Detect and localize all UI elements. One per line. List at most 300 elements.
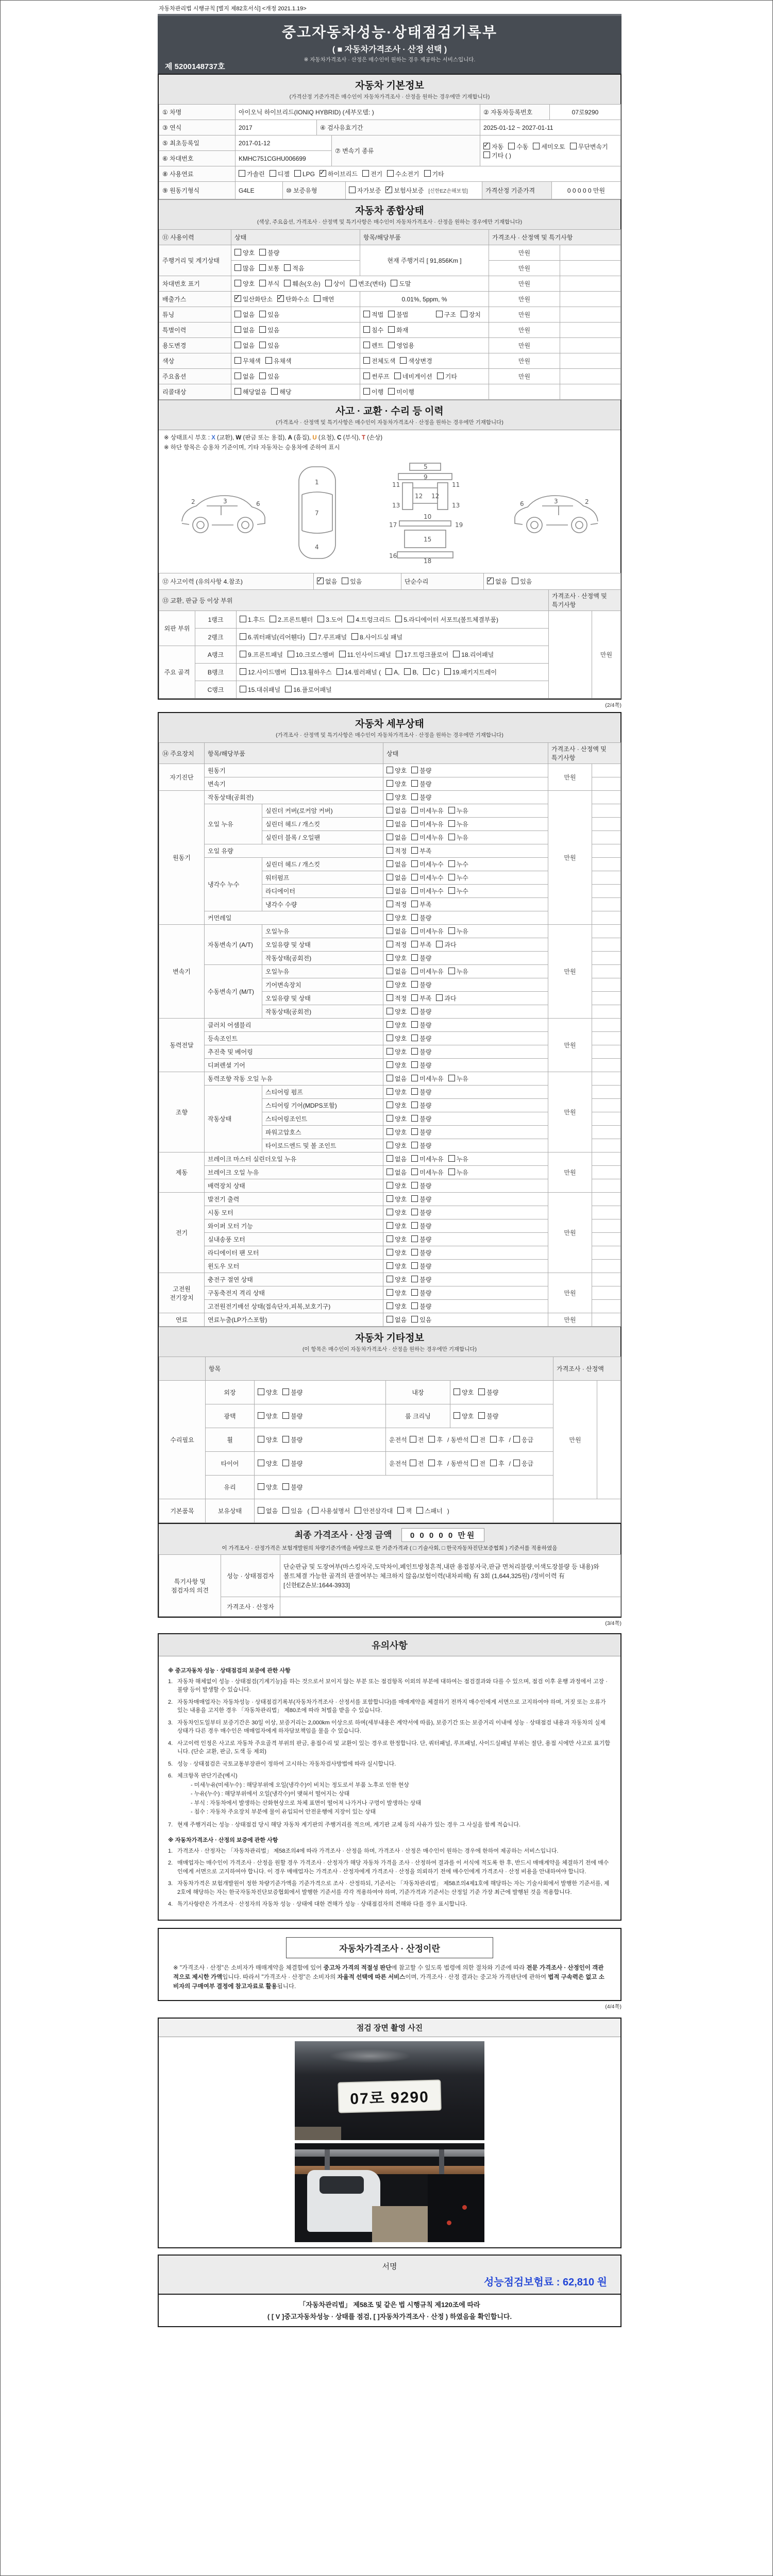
checkbox[interactable] [411, 1302, 418, 1309]
checkbox[interactable] [234, 357, 241, 364]
checkbox[interactable] [388, 326, 395, 333]
checkbox-label: 없음 [395, 928, 407, 935]
checkbox[interactable] [471, 1460, 478, 1466]
form-cell [383, 938, 548, 952]
checkbox-label: 디젤 [277, 171, 290, 178]
checkbox[interactable] [386, 1142, 393, 1148]
svg-text:12: 12 [431, 492, 439, 500]
checkbox[interactable] [234, 372, 241, 379]
checkbox[interactable] [448, 927, 455, 934]
checkbox[interactable] [423, 668, 430, 675]
text-cell: 고전원전기배선 상태(접속단자,피복,보호기구) [205, 1300, 383, 1313]
checkbox-label: B, [412, 669, 418, 676]
checkbox[interactable] [411, 1008, 418, 1014]
checkbox[interactable] [411, 927, 418, 934]
checkbox[interactable] [386, 1249, 393, 1256]
checkbox[interactable] [453, 651, 460, 657]
text-cell: 만원 [489, 307, 560, 323]
checkbox[interactable] [436, 941, 443, 947]
checkbox[interactable] [282, 1412, 289, 1419]
checkbox[interactable] [386, 847, 393, 854]
form-cell [383, 831, 548, 844]
text-cell: 오일유량 및 상태 [262, 938, 383, 952]
checkbox[interactable] [240, 633, 246, 640]
checkbox[interactable] [363, 342, 370, 348]
section-comprehensive-title [159, 199, 620, 230]
checkbox[interactable] [411, 1061, 418, 1068]
checkbox[interactable] [483, 151, 490, 158]
checkbox[interactable] [490, 1460, 497, 1466]
text-cell: 연료 [159, 1313, 205, 1327]
checkbox[interactable] [386, 874, 393, 880]
checkbox-label: 2.프론트휀더 [278, 616, 313, 623]
checkbox-label: 수소전기 [395, 171, 419, 178]
checkbox[interactable] [386, 820, 393, 827]
checkbox[interactable] [385, 668, 392, 675]
checkbox[interactable] [411, 1075, 418, 1081]
form-reference: 자동차관리법 시행규칙 [별지 제82호서식] <개정 2021.1.19> [159, 6, 307, 12]
checkbox[interactable] [234, 280, 241, 286]
checkbox-label: 있음 [350, 578, 362, 585]
checkbox[interactable] [386, 1316, 393, 1323]
checkbox[interactable] [388, 342, 395, 348]
checkbox[interactable] [265, 357, 272, 364]
checkbox[interactable] [483, 143, 490, 149]
checkbox[interactable] [411, 954, 418, 961]
checkbox[interactable] [291, 668, 298, 675]
checkbox[interactable] [448, 834, 455, 840]
checkbox[interactable] [386, 1115, 393, 1122]
checkbox[interactable] [386, 927, 393, 934]
checkbox[interactable] [411, 767, 418, 773]
insurance-fee: 성능점검보험료 : 62,810 원 [483, 2276, 607, 2288]
checkbox[interactable] [448, 1168, 455, 1175]
svg-text:9: 9 [423, 473, 428, 481]
checkbox[interactable] [448, 1155, 455, 1162]
checkbox[interactable] [411, 1088, 418, 1095]
notice-item: 1. 자동차 해체없이 성능 · 상태점검(기계기능)을 하는 것으로서 보이지 않는 부분 또는 점검항목 이외의 부분에 대하여는 점검결과와 다를 수 있으며, 점검 이후 운행 과정에서 고장 · 불량 등이 발생할 수 있습니다. [168, 1678, 608, 1693]
checkbox-label: 있음 [520, 578, 532, 585]
checkbox[interactable] [284, 264, 291, 271]
checkbox-label: 없음 [325, 578, 338, 585]
checkbox[interactable] [386, 981, 393, 988]
checkbox[interactable] [240, 616, 246, 622]
checkbox[interactable] [411, 1262, 418, 1269]
checkbox[interactable] [259, 311, 266, 317]
text-cell [560, 245, 621, 261]
checkbox[interactable] [411, 1128, 418, 1135]
checkbox[interactable] [310, 633, 316, 640]
checkbox[interactable] [259, 280, 266, 286]
checkbox[interactable] [411, 1316, 418, 1323]
checkbox[interactable] [258, 1483, 264, 1490]
text-cell: ⑪ 사용이력 [159, 230, 231, 245]
text-cell [592, 1166, 621, 1179]
checkbox[interactable] [411, 860, 418, 867]
checkbox[interactable] [411, 1048, 418, 1055]
checkbox[interactable] [386, 767, 393, 773]
checkbox[interactable] [411, 914, 418, 921]
checkbox-label: 13.휠하우스 [299, 669, 332, 676]
checkbox[interactable] [386, 887, 393, 894]
checkbox[interactable] [461, 311, 467, 317]
checkbox[interactable] [386, 1088, 393, 1095]
checkbox[interactable] [411, 874, 418, 880]
checkbox-label: 불량 [419, 1035, 432, 1042]
checkbox[interactable] [411, 780, 418, 787]
checkbox[interactable] [386, 968, 393, 974]
checkbox[interactable] [396, 651, 402, 657]
checkbox[interactable] [394, 372, 401, 379]
comprehensive-table [159, 229, 620, 400]
text-cell: 만원 [548, 1153, 592, 1193]
checkbox[interactable] [258, 1507, 264, 1514]
text-cell: 전기 [159, 1193, 205, 1273]
checkbox[interactable] [411, 1276, 418, 1282]
checkbox-label: 누유 [456, 1156, 468, 1163]
checkbox[interactable] [533, 143, 540, 149]
checkbox-label: 유채색 [273, 358, 292, 365]
checkbox[interactable] [411, 1249, 418, 1256]
checkbox[interactable] [416, 1507, 423, 1514]
checkbox[interactable] [386, 1128, 393, 1135]
checkbox-label: 없음 [395, 1316, 407, 1324]
checkbox[interactable] [386, 1302, 393, 1309]
checkbox[interactable] [444, 668, 451, 675]
checkbox[interactable] [259, 264, 266, 271]
checkbox[interactable] [411, 1222, 418, 1229]
form-cell [383, 1072, 548, 1086]
checkbox[interactable] [411, 1289, 418, 1296]
checkbox[interactable] [448, 887, 455, 894]
checkbox[interactable] [411, 847, 418, 854]
checkbox[interactable] [411, 968, 418, 974]
checkbox[interactable] [320, 170, 326, 177]
checkbox[interactable] [400, 357, 407, 364]
checkbox[interactable] [453, 1412, 460, 1419]
checkbox[interactable] [350, 280, 357, 286]
checkbox[interactable] [386, 807, 393, 814]
checkbox[interactable] [411, 807, 418, 814]
checkbox[interactable] [386, 793, 393, 800]
checkbox[interactable] [317, 616, 324, 622]
section-detail-and-others [158, 712, 621, 1618]
checkbox[interactable] [282, 1388, 289, 1395]
checkbox[interactable] [411, 981, 418, 988]
checkbox[interactable] [386, 834, 393, 840]
checkbox[interactable] [386, 1276, 393, 1282]
checkbox[interactable] [508, 143, 515, 149]
checkbox[interactable] [317, 578, 324, 584]
checkbox[interactable] [411, 901, 418, 907]
text-cell: 타이어 [206, 1452, 255, 1476]
checkbox[interactable] [411, 994, 418, 1001]
text-cell [592, 1286, 621, 1300]
checkbox[interactable] [387, 170, 394, 177]
checkbox[interactable] [285, 686, 292, 692]
checkbox[interactable] [240, 686, 246, 692]
car-frame-diagram [363, 460, 487, 566]
checkbox[interactable] [240, 651, 246, 657]
text-cell [560, 292, 621, 307]
checkbox[interactable] [411, 1235, 418, 1242]
text-cell [560, 384, 621, 400]
checkbox-label: 영업용 [396, 342, 414, 349]
checkbox[interactable] [258, 1436, 264, 1443]
checkbox[interactable] [428, 1436, 435, 1443]
checkbox[interactable] [395, 616, 402, 622]
text-cell: 클러치 어셈블리 [205, 1019, 383, 1032]
checkbox[interactable] [386, 780, 393, 787]
checkbox-label: 불량 [419, 1276, 432, 1283]
text-cell: 오일유량 및 상태 [262, 992, 383, 1005]
text-cell: 실린더 블록 / 오일팬 [262, 831, 383, 844]
checkbox[interactable] [513, 1460, 520, 1466]
checkbox-label: 무채색 [243, 358, 261, 365]
checkbox[interactable] [448, 860, 455, 867]
checkbox[interactable] [410, 1436, 416, 1443]
text-cell [592, 1032, 621, 1045]
checkbox[interactable] [478, 1412, 485, 1419]
checkbox[interactable] [487, 578, 494, 584]
final-price-value: 0 0 0 0 0 만원 [401, 1528, 485, 1542]
checkbox[interactable] [288, 651, 294, 657]
checkbox[interactable] [325, 280, 332, 286]
text-cell [592, 1059, 621, 1072]
checkbox[interactable] [234, 388, 241, 395]
checkbox[interactable] [386, 1182, 393, 1189]
checkbox-label: 누수 [456, 888, 468, 895]
checkbox-label: 보통 [267, 265, 280, 272]
text-cell: 자동변속기 (A/T) [205, 925, 262, 965]
checkbox[interactable] [424, 170, 431, 177]
detail-state-table [159, 742, 620, 1327]
form-cell [450, 1381, 553, 1404]
checkbox[interactable] [362, 170, 369, 177]
text-cell: 스티어링 펌프 [262, 1086, 383, 1099]
checkbox[interactable] [391, 280, 397, 286]
checkbox[interactable] [386, 1209, 393, 1215]
checkbox[interactable] [363, 311, 370, 317]
checkbox[interactable] [386, 860, 393, 867]
checkbox[interactable] [411, 1168, 418, 1175]
checkbox[interactable] [411, 1195, 418, 1202]
section-others-title [159, 1327, 620, 1357]
checkbox[interactable] [386, 954, 393, 961]
checkbox[interactable] [349, 187, 356, 193]
checkbox[interactable] [282, 1483, 289, 1490]
checkbox[interactable] [410, 1460, 416, 1466]
checkbox[interactable] [428, 1460, 435, 1466]
checkbox[interactable] [436, 994, 443, 1001]
checkbox[interactable] [386, 1155, 393, 1162]
checkbox[interactable] [347, 616, 354, 622]
checkbox[interactable] [258, 1412, 264, 1419]
checkbox[interactable] [258, 1460, 264, 1466]
section-basic-and-condition [158, 74, 621, 700]
checkbox[interactable] [512, 578, 518, 584]
checkbox[interactable] [234, 264, 241, 271]
checkbox[interactable] [282, 1507, 289, 1514]
form-cell [231, 261, 360, 276]
checkbox[interactable] [436, 311, 443, 317]
checkbox[interactable] [386, 1061, 393, 1068]
svg-text:7: 7 [314, 509, 319, 517]
checkbox[interactable] [282, 1460, 289, 1466]
checkbox[interactable] [234, 311, 241, 317]
checkbox[interactable] [411, 1021, 418, 1028]
text-cell: 실린더 헤드 / 개스킷 [262, 818, 383, 831]
checkbox-label: 누유 [456, 1075, 468, 1082]
svg-text:3: 3 [553, 498, 558, 505]
svg-text:3: 3 [223, 498, 227, 505]
checkbox[interactable] [363, 357, 370, 364]
checkbox[interactable] [312, 1507, 318, 1514]
checkbox[interactable] [471, 1436, 478, 1443]
checkbox[interactable] [270, 616, 276, 622]
checkbox[interactable] [282, 1436, 289, 1443]
checkbox[interactable] [342, 578, 348, 584]
form-cell [383, 1193, 548, 1206]
checkbox[interactable] [411, 941, 418, 947]
checkbox[interactable] [271, 388, 278, 395]
checkbox[interactable] [363, 372, 370, 379]
checkbox[interactable] [411, 1182, 418, 1189]
legend-prefix: ※ 상태표시 부호 : [164, 435, 212, 441]
checkbox[interactable] [259, 326, 266, 333]
checkbox[interactable] [570, 143, 577, 149]
checkbox-label: 불량 [419, 914, 432, 922]
checkbox[interactable] [386, 994, 393, 1001]
checkbox[interactable] [513, 1436, 520, 1443]
text-cell [592, 1313, 621, 1327]
checkbox[interactable] [386, 941, 393, 947]
checkbox[interactable] [411, 887, 418, 894]
checkbox[interactable] [294, 170, 301, 177]
text-cell: 배력장치 상태 [205, 1179, 383, 1193]
checkbox[interactable] [284, 280, 291, 286]
checkbox[interactable] [234, 295, 241, 302]
checkbox[interactable] [240, 668, 246, 675]
checkbox[interactable] [453, 1388, 460, 1395]
checkbox[interactable] [337, 668, 343, 675]
checkbox[interactable] [386, 1235, 393, 1242]
checkbox[interactable] [355, 1507, 361, 1514]
checkbox[interactable] [270, 170, 276, 177]
checkbox[interactable] [411, 834, 418, 840]
text-cell [280, 1597, 621, 1617]
text-cell: 작동상태(공회전) [205, 791, 383, 804]
checkbox[interactable] [411, 820, 418, 827]
checkbox[interactable] [259, 372, 266, 379]
checkbox[interactable] [259, 342, 266, 348]
checkbox[interactable] [411, 1142, 418, 1148]
checkbox[interactable] [448, 820, 455, 827]
checkbox-label: 없음 [395, 1075, 407, 1082]
checkbox[interactable] [277, 295, 284, 302]
checkbox[interactable] [404, 668, 411, 675]
checkbox[interactable] [386, 1168, 393, 1175]
form-cell [383, 1045, 548, 1059]
checkbox[interactable] [386, 1035, 393, 1041]
checkbox[interactable] [386, 1222, 393, 1229]
checkbox-label: 양호 [395, 1263, 407, 1270]
final-price-note: 이 가격조사 · 산정가격은 보험개발원의 차량기준가액을 바탕으로 한 기준가격과 ( □ 기술사회, □ 한국자동차진단보증협회 ) 기준서를 적용하였음 [222, 1545, 558, 1551]
text-cell: 07로9290 [550, 105, 621, 120]
text-cell: 타이로드엔드 및 볼 조인트 [262, 1139, 383, 1153]
checkbox[interactable] [386, 1008, 393, 1014]
checkbox[interactable] [386, 1195, 393, 1202]
checkbox[interactable] [411, 1101, 418, 1108]
checkbox-label: 썬루프 [372, 373, 390, 380]
checkbox[interactable] [386, 1075, 393, 1081]
checkbox[interactable] [448, 968, 455, 974]
checkbox[interactable] [234, 326, 241, 333]
document-note: ※ 자동차가격조사 · 산정은 매수인이 원하는 경우 제공하는 서비스입니다. [304, 57, 476, 63]
checkbox[interactable] [448, 874, 455, 880]
checkbox[interactable] [388, 388, 395, 395]
checkbox-label: 미세누유 [419, 821, 444, 828]
checkbox[interactable] [411, 1209, 418, 1215]
checkbox-label: 수동 [516, 143, 529, 150]
checkbox[interactable] [234, 342, 241, 348]
checkbox[interactable] [397, 1507, 404, 1514]
text-cell [592, 871, 621, 885]
checkbox[interactable] [239, 170, 245, 177]
checkbox[interactable] [490, 1436, 497, 1443]
checkbox[interactable] [386, 1101, 393, 1108]
notice-item: 2. 매매업자는 매수인이 가격조사 · 산정을 원할 경우 가격조사 · 산정자가 해당 자동차 가격을 조사 · 산정하여 결과를 이 서식에 적도록 한 후, 반드시 매매계약을 체결하기 전에 매수인에게 서면으로 고지하여야 합니다. 이 경우 매매업자는 가격조사 · 산정자에게 가격조사 · 산정을 의뢰하기 전에 매수인에게 가격조사 · 산정 비용을 안내하여야 합니다. [168, 1860, 609, 1875]
text-cell: 스티어링조인트 [262, 1112, 383, 1126]
checkbox[interactable] [385, 187, 392, 193]
checkbox[interactable] [386, 1021, 393, 1028]
checkbox[interactable] [351, 633, 358, 640]
checkbox[interactable] [411, 1155, 418, 1162]
signature-label: 서명 [382, 2262, 397, 2271]
checkbox[interactable] [314, 295, 321, 302]
checkbox[interactable] [259, 249, 266, 256]
checkbox[interactable] [437, 372, 444, 379]
checkbox[interactable] [448, 807, 455, 814]
checkbox[interactable] [363, 388, 370, 395]
checkbox[interactable] [386, 1048, 393, 1055]
checkbox[interactable] [386, 914, 393, 921]
text-cell: 원동기 [205, 764, 383, 777]
checkbox[interactable] [386, 1289, 393, 1296]
checkbox-label: 양호 [395, 1008, 407, 1015]
checkbox[interactable] [258, 1388, 264, 1395]
checkbox[interactable] [448, 1075, 455, 1081]
text-cell: G4LE [236, 182, 283, 199]
text-cell: 아이오닉 하이브리드(IONIQ HYBRID) (세부모델: ) [236, 105, 480, 120]
checkbox[interactable] [478, 1388, 485, 1395]
text-cell: 브레이크 오일 누유 [205, 1166, 383, 1179]
checkbox[interactable] [386, 1262, 393, 1269]
checkbox[interactable] [234, 249, 241, 256]
text-cell: 튜닝 [159, 307, 231, 323]
checkbox-label: 렌트 [372, 342, 384, 349]
text-cell: 외판 부위 [159, 611, 195, 646]
text-cell: 워터펌프 [262, 871, 383, 885]
checkbox-label: 불량 [419, 1249, 432, 1257]
checkbox[interactable] [411, 1035, 418, 1041]
checkbox[interactable] [411, 1115, 418, 1122]
checkbox[interactable] [411, 793, 418, 800]
checkbox[interactable] [388, 311, 395, 317]
checkbox[interactable] [339, 651, 346, 657]
checkbox[interactable] [363, 326, 370, 333]
checkbox[interactable] [386, 901, 393, 907]
